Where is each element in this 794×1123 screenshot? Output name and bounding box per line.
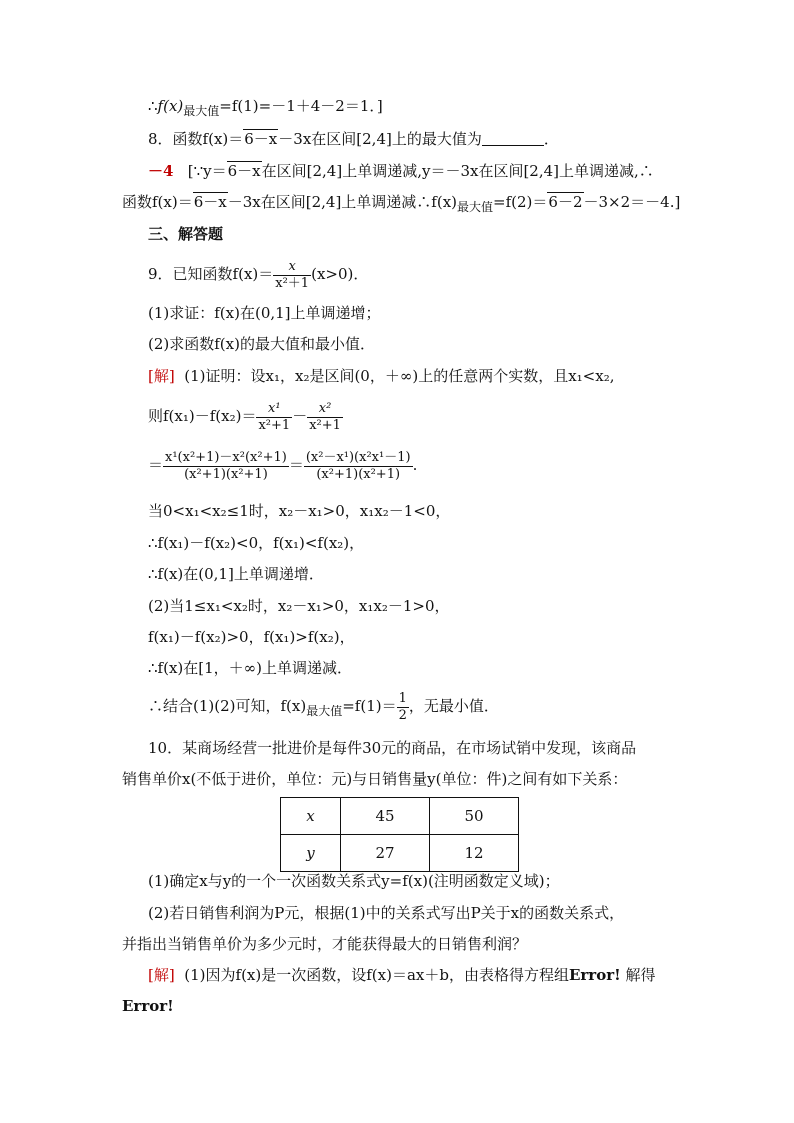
solution-tag: [解] (148, 367, 175, 385)
table-cell: 27 (341, 835, 430, 872)
question-8: 8．函数f(x)＝6－x－3x在区间[2,4]上的最大值为 ． (148, 130, 559, 148)
solution-9-line8: f(x₁)－f(x₂)>0，f(x₁)>f(x₂)， (148, 628, 355, 646)
solution-tag: [解] (148, 966, 175, 984)
table-cell: 50 (430, 798, 519, 835)
row-header: x (281, 798, 341, 835)
solution-9-line5: ∴f(x₁)－f(x₂)<0，f(x₁)<f(x₂)， (148, 534, 365, 552)
solution-9-line10: ∴结合(1)(2)可知，$f(x)_{最大值}=f(1)=$ $\frac{1}{2}$ ，无最小值． (148, 690, 499, 723)
solution-9-line7: (2)当1≤x₁<x₂时，x₂－x₁>0，x₁x₂－1>0， (148, 597, 450, 615)
data-table (280, 797, 519, 872)
solution-9-line2: 则f(x₁)－f(x₂)＝ $\frac{\text{x¹}}{\text{x²+1}}$ － $\frac{\text{x²}}{\text{x²+1}}$ (148, 400, 341, 433)
row-header: y (281, 835, 341, 872)
solution-9-line3: ＝ $\frac{\text{x¹(x²+1)－x²(x²+1)}}{\text{(x²+1)(x²+1)}}$ ＝ $\frac{\text{(x²－x¹)(x²x¹－1)}}{\text{(x²+1)(x²+1)}}$ . (148, 449, 418, 482)
question-10-line2: 销售单价x(不低于进价，单位：元)与日销售量y(单位：件)之间有如下关系： (122, 770, 628, 788)
answer-value: －4 (148, 162, 174, 180)
question-9-part1: (1)求证：f(x)在(0,1]上单调递增； (148, 304, 381, 322)
question-10-part1: (1)确定x与y的一个一次函数关系式y=f(x)(注明函数定义域)； (148, 872, 560, 890)
table-cell: 12 (430, 835, 519, 872)
question-9-part2: (2)求函数f(x)的最大值和最小值． (148, 335, 375, 353)
answer-blank (482, 131, 544, 146)
solution-9-line1: [解] (1)证明：设x₁，x₂是区间(0，＋∞)上的任意两个实数，且x₁<x₂, (148, 367, 615, 385)
table-row (281, 798, 519, 835)
solution-10-line2: Error! (122, 997, 174, 1015)
question-10-part2b: 并指出当销售单价为多少元时，才能获得最大的日销售利润？ (122, 935, 528, 953)
table-row (281, 835, 519, 872)
question-8-answer-line1: －4 [∵y＝6－x在区间[2,4]上单调递减,y＝－3x在区间[2,4]上单调递减,∴ (148, 162, 654, 180)
question-10-part2a: (2)若日销售利润为P元，根据(1)中的关系式写出P关于x的函数关系式， (148, 904, 625, 922)
solution-9-line9: ∴f(x)在[1，＋∞)上单调递减． (148, 659, 353, 677)
section-heading: 三、解答题 (148, 225, 224, 243)
question-10-line1: 10．某商场经营一批进价是每件30元的商品，在市场试销中发现，该商品 (148, 739, 637, 757)
table-cell: 45 (341, 798, 430, 835)
question-9: 9．已知函数f(x)＝ $\frac{x}{\text{x²＋1}}$ (x>0)． (148, 258, 369, 291)
question-8-answer-line2: 函数f(x)＝6－x－3x在区间[2,4]上单调递减$\therefore f(x)_{最大值}=f(2)=6-2-3\times 2=-4$.] (122, 193, 681, 214)
solution-9-line4: 当0<x₁<x₂≤1时，x₂－x₁>0，x₁x₂－1<0， (148, 502, 451, 520)
solution-10-line1: [解] (1)因为f(x)是一次函数，设f(x)＝ax＋b，由表格得方程组Error! 解得 (148, 966, 656, 984)
solution-9-line6: ∴f(x)在(0,1]上单调递增． (148, 565, 324, 583)
q7-conclusion: $\therefore f(x)_{最大值}=f(1)=-1+4-2=1$．] (148, 97, 383, 118)
